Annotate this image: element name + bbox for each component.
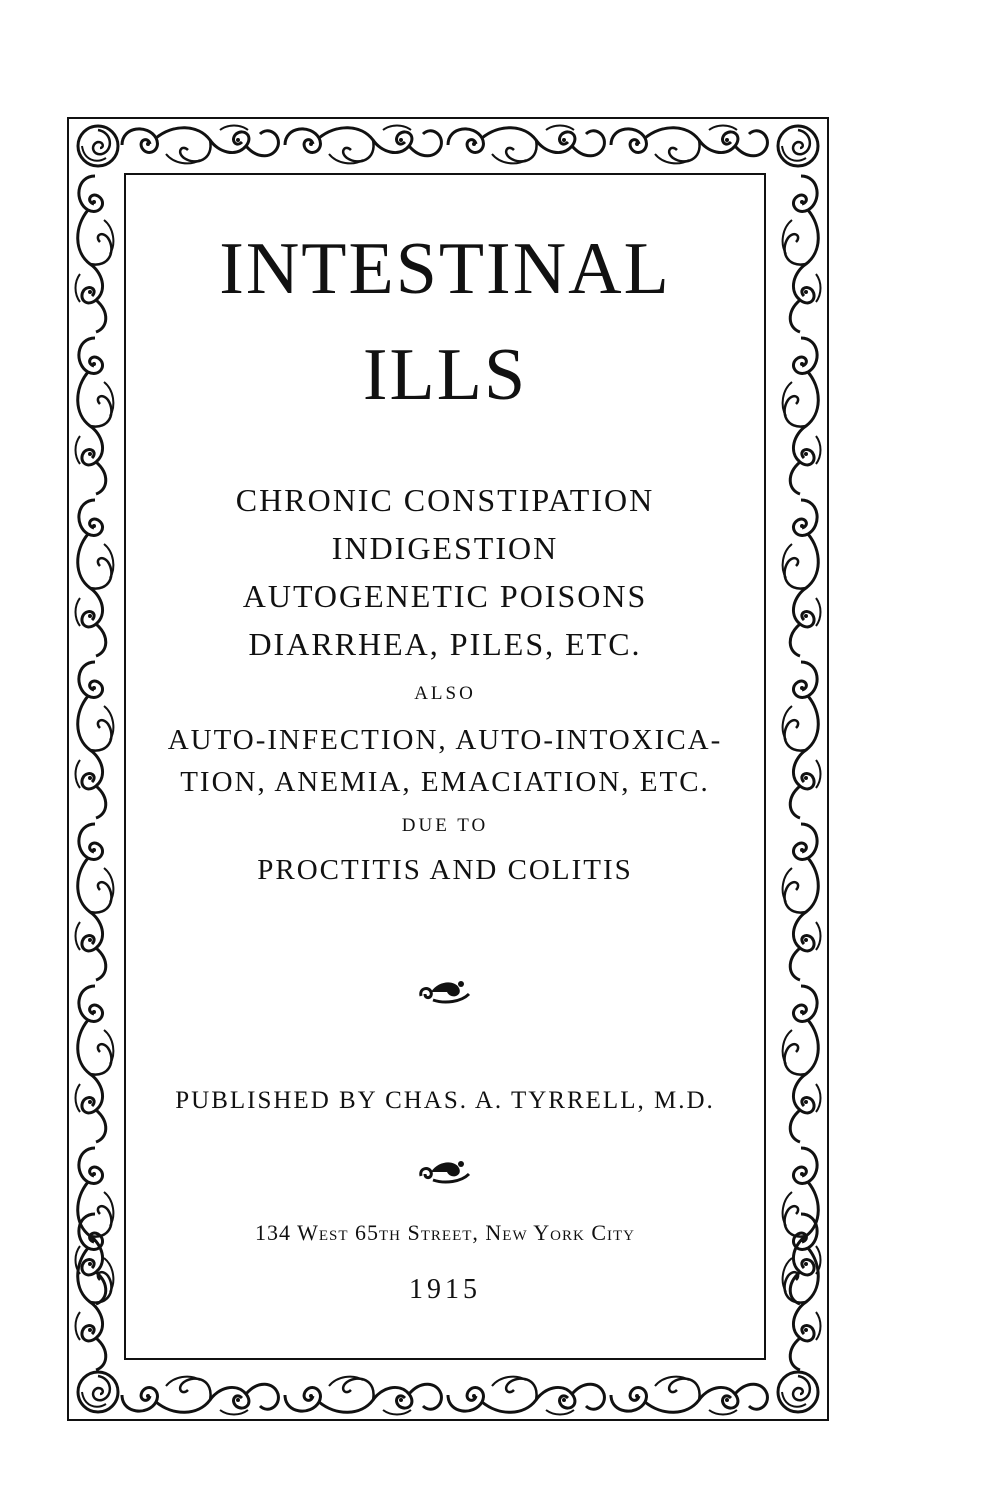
subject-line: INDIGESTION bbox=[331, 530, 559, 566]
address-line: 134 West 65th Street, New York City bbox=[254, 1220, 636, 1245]
year-line: 1915 bbox=[409, 1274, 481, 1305]
also-label: ALSO bbox=[414, 683, 476, 704]
title-line-1: INTESTINAL bbox=[219, 228, 671, 310]
secondary-subject-line: AUTO-INFECTION, AUTO-INTOXICA- bbox=[167, 724, 723, 756]
leaf-fleuron-icon bbox=[415, 976, 475, 1006]
secondary-subject-line: TION, ANEMIA, EMACIATION, ETC. bbox=[180, 766, 710, 798]
due-to-label: DUE TO bbox=[401, 815, 489, 836]
publisher-line: PUBLISHED BY CHAS. A. TYRRELL, M.D. bbox=[175, 1087, 715, 1114]
subject-line: CHRONIC CONSTIPATION bbox=[235, 482, 655, 518]
title-line-2: ILLS bbox=[362, 334, 528, 416]
cause-line: PROCTITIS AND COLITIS bbox=[257, 854, 633, 886]
leaf-fleuron-icon bbox=[415, 1156, 475, 1186]
subject-line: DIARRHEA, PILES, ETC. bbox=[248, 626, 642, 662]
subject-line: AUTOGENETIC POISONS bbox=[242, 578, 648, 614]
